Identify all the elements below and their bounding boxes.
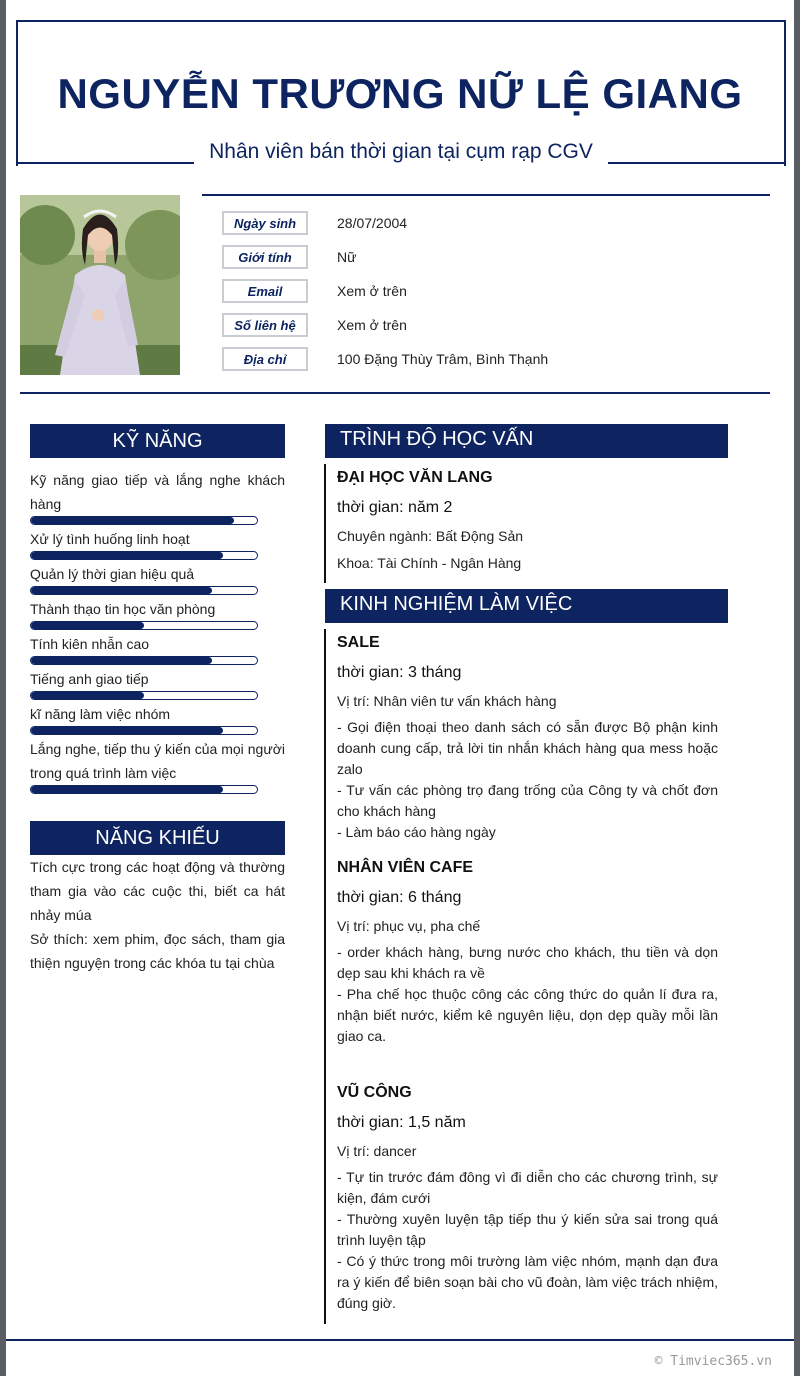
job-title: SALE — [337, 634, 380, 651]
skill-label: Quản lý thời gian hiệu quả — [30, 566, 195, 582]
job-duty: - Có ý thức trong môi trường làm việc nhóm, mạnh dạn đưa ra ý kiến để biên soạn bài cho vũ đoàn, làm việc trách nhiệm, đúng giờ. — [337, 1253, 718, 1311]
skill-bar-fill — [31, 622, 144, 629]
job-role: Vị trí: dancer — [337, 1143, 417, 1159]
skill-bar-fill — [31, 587, 212, 594]
job-duty: - order khách hàng, bưng nước cho khách, thu tiền và dọn dẹp sau khi khách ra về — [337, 944, 718, 981]
job-description — [337, 942, 718, 1047]
skill-bar-fill — [31, 786, 223, 793]
skill-bar-fill — [31, 517, 234, 524]
experience-timeline-line — [324, 629, 326, 1324]
job-role: Vị trí: Nhân viên tư vấn khách hàng — [337, 693, 557, 709]
hobbies-text: Sở thích: xem phim, đọc sách, tham gia thiện nguyện trong các khóa tu tại chùa — [30, 931, 285, 971]
divider-middle — [20, 392, 770, 394]
info-value: 28/07/2004 — [337, 215, 408, 231]
info-value: Xem ở trên — [337, 317, 407, 333]
footer-divider — [6, 1339, 794, 1341]
skill-label: Thành thạo tin học văn phòng — [30, 601, 216, 617]
job-duty: - Tự tin trước đám đông vì đi diễn cho các chương trình, sự kiện, đám cưới — [337, 1169, 718, 1206]
info-label: Số liên hệ — [222, 313, 308, 337]
skill-bar-fill — [31, 552, 223, 559]
cv-page — [6, 0, 794, 1376]
skill-label: Xử lý tình huống linh hoạt — [30, 531, 190, 547]
desired-position: Nhân viên bán thời gian tại cụm rạp CGV — [209, 140, 593, 163]
skill-label: kĩ năng làm việc nhóm — [30, 706, 171, 722]
header-frame-left-rule — [16, 162, 194, 164]
job-duty: - Gọi điện thoại theo danh sách có sẵn được Bộ phận kinh doanh cung cấp, trả lời tin nhắn khách hàng qua mess hoặc zalo — [337, 719, 718, 777]
job-description — [337, 717, 718, 843]
education-major: Chuyên ngành: Bất Động Sản — [337, 528, 524, 544]
profile-photo — [20, 195, 180, 375]
skill-bar-fill — [31, 692, 144, 699]
skill-bar — [30, 551, 258, 560]
skill-label: Lắng nghe, tiếp thu ý kiến của mọi người trong quá trình làm việc — [30, 741, 285, 781]
job-role: Vị trí: phục vụ, pha chế — [337, 918, 481, 934]
job-duty: - Tư vấn các phòng trọ đang trống của Công ty và chốt đơn cho khách hàng — [337, 782, 718, 819]
skill-bar — [30, 516, 258, 525]
job-title: NHÂN VIÊN CAFE — [337, 859, 474, 876]
skill-bar-fill — [31, 657, 212, 664]
skill-bar — [30, 726, 258, 735]
skills-heading: KỸ NĂNG — [30, 424, 285, 458]
talents-text: Tích cực trong các hoạt động và thường tham gia vào các cuộc thi, biết ca hát nhảy múa — [30, 859, 285, 923]
skill-bar — [30, 656, 258, 665]
skill-bar — [30, 586, 258, 595]
job-duty: - Thường xuyên luyện tập tiếp thu ý kiến sửa sai trong quá trình luyện tập — [337, 1211, 718, 1248]
job-time: thời gian: 6 tháng — [337, 889, 462, 906]
info-value: 100 Đặng Thùy Trâm, Bình Thạnh — [337, 351, 549, 367]
education-timeline-line — [324, 464, 326, 583]
candidate-name: NGUYỄN TRƯƠNG NỮ LỆ GIANG — [57, 70, 743, 117]
job-duty: - Pha chế học thuộc công các công thức do quản lí đưa ra, nhận biết nước, kiểm kê nguyên liệu, dọn dẹp quầy mỗi lần giao ca. — [337, 986, 718, 1044]
education-faculty: Khoa: Tài Chính - Ngân Hàng — [337, 555, 522, 571]
skill-bar-fill — [31, 727, 223, 734]
job-description — [337, 1167, 718, 1314]
info-value: Nữ — [337, 249, 357, 265]
info-label: Giới tính — [222, 245, 308, 269]
skill-bar — [30, 691, 258, 700]
education-heading: TRÌNH ĐỘ HỌC VẤN — [325, 424, 728, 458]
info-label: Ngày sinh — [222, 211, 308, 235]
info-label: Email — [222, 279, 308, 303]
divider-top — [202, 194, 770, 196]
talents-heading: NĂNG KHIẾU — [30, 821, 285, 855]
skill-bar — [30, 785, 258, 794]
skill-bar — [30, 621, 258, 630]
job-duty: - Làm báo cáo hàng ngày — [337, 824, 496, 840]
experience-heading: KINH NGHIỆM LÀM VIỆC — [325, 589, 728, 623]
job-title: VŨ CÔNG — [337, 1084, 412, 1101]
skill-label: Kỹ năng giao tiếp và lắng nghe khách hàng — [30, 472, 285, 512]
skill-label: Tính kiên nhẫn cao — [30, 636, 150, 652]
job-time: thời gian: 3 tháng — [337, 664, 462, 681]
education-time: thời gian: năm 2 — [337, 499, 453, 516]
header-frame-right-rule — [608, 162, 784, 164]
info-label: Địa chỉ — [222, 347, 308, 371]
info-value: Xem ở trên — [337, 283, 407, 299]
job-time: thời gian: 1,5 năm — [337, 1114, 466, 1131]
footer-copyright: © Timviec365.vn — [654, 1354, 772, 1369]
skill-label: Tiếng anh giao tiếp — [30, 671, 149, 687]
school-name: ĐẠI HỌC VĂN LANG — [337, 469, 493, 486]
